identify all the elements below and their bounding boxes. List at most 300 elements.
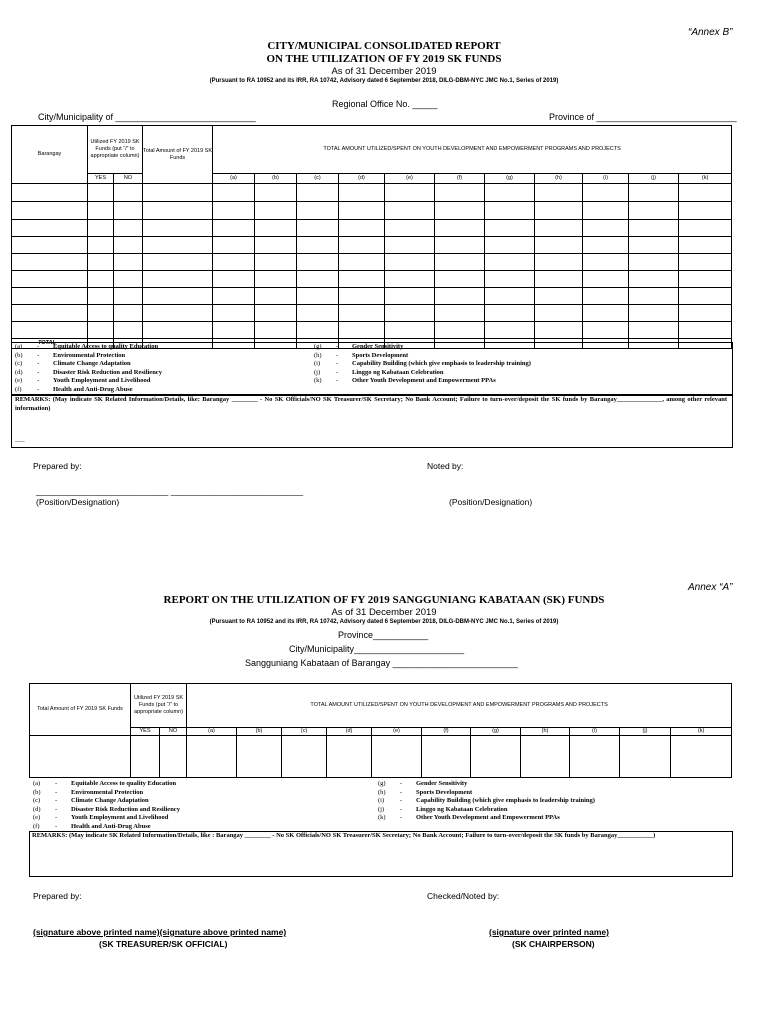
legend-dash: - — [55, 805, 58, 813]
annex-b-city-municipality[interactable]: City/Municipality of ____________________________ — [38, 112, 256, 122]
entry-cell[interactable] — [255, 184, 297, 202]
entry-cell[interactable] — [12, 271, 88, 288]
a-col-d-header: (d) — [327, 728, 372, 736]
entry-cell[interactable] — [385, 305, 435, 322]
a-col-b-header: (b) — [237, 728, 282, 736]
legend-code: (b) — [33, 788, 41, 796]
legend-dash: - — [37, 385, 40, 393]
a-entry-cell[interactable] — [160, 736, 187, 778]
entry-cell[interactable] — [339, 184, 385, 202]
a-col-f-header: (f) — [422, 728, 471, 736]
entry-cell[interactable] — [679, 305, 732, 322]
entry-cell[interactable] — [385, 322, 435, 339]
col-f-header: (f) — [435, 174, 485, 184]
annex-a-legend-right — [378, 780, 728, 823]
legend-text: Youth Employment and Livelihood — [53, 377, 151, 384]
entry-cell[interactable] — [679, 322, 732, 339]
no-header: NO — [114, 174, 143, 184]
entry-cell[interactable] — [535, 184, 583, 202]
entry-cell[interactable] — [255, 220, 297, 237]
a-entry-cell[interactable] — [521, 736, 570, 778]
legend-item — [378, 789, 728, 798]
legend-dash: - — [400, 788, 403, 796]
entry-cell[interactable] — [339, 202, 385, 220]
annex-b-remarks: REMARKS: (May indicate SK Related Information/Details, like: Barangay ________ - No SK Officials/NO SK Treasurer/SK Secretary; No Bank Account; Failure to turn-over/deposit the SK funds by Barangay______________, among other relevant information) — [15, 396, 727, 412]
legend-item — [33, 797, 373, 806]
annex-a-as-of: As of 31 December 2019 — [331, 607, 437, 618]
legend-item — [15, 377, 315, 386]
entry-cell[interactable] — [255, 288, 297, 305]
entry-cell[interactable] — [297, 184, 339, 202]
entry-cell[interactable] — [88, 202, 114, 220]
legend-text: Linggo ng Kabataan Celebration — [352, 368, 444, 376]
entry-cell[interactable] — [143, 305, 213, 322]
annex-b-title-line1: CITY/MUNICIPAL CONSOLIDATED REPORT — [267, 40, 501, 52]
legend-text: Other Youth Development and Empowerment PPAs — [352, 377, 496, 384]
table-row — [12, 184, 732, 202]
annex-a-pursuant: (Pursuant to RA 10952 and its IRR, RA 10742, Advisory dated 6 September 2018, DILG-DBM-NYC JMC No.1, Series of 2019) — [209, 619, 559, 625]
entry-cell[interactable] — [88, 254, 114, 271]
entry-cell[interactable] — [629, 254, 679, 271]
entry-cell[interactable] — [583, 220, 629, 237]
col-j-header: (j) — [629, 174, 679, 184]
legend-text: Climate Change Adaptation — [71, 797, 149, 804]
entry-cell[interactable] — [297, 254, 339, 271]
entry-cell[interactable] — [12, 288, 88, 305]
entry-cell[interactable] — [629, 220, 679, 237]
a-entry-cell[interactable] — [372, 736, 422, 778]
a-entry-cell[interactable] — [282, 736, 327, 778]
legend-dash: - — [55, 822, 58, 830]
col-a-header: (a) — [213, 174, 255, 184]
entry-cell[interactable] — [12, 254, 88, 271]
annex-a-sk-barangay[interactable]: Sangguniang Kabataan of Barangay _________________________ — [245, 658, 518, 668]
annex-b-noted-by: Noted by: — [427, 461, 464, 471]
entry-cell[interactable] — [213, 254, 255, 271]
entry-cell[interactable] — [114, 305, 143, 322]
a-col-i-header: (i) — [570, 728, 620, 736]
a-col-k-header: (k) — [671, 728, 732, 736]
legend-dash: - — [37, 377, 40, 384]
legend-dash: - — [55, 780, 58, 787]
entry-cell[interactable] — [213, 271, 255, 288]
entry-cell[interactable] — [583, 184, 629, 202]
legend-item — [15, 343, 315, 352]
legend-item — [314, 360, 724, 369]
legend-code: (g) — [314, 343, 322, 350]
a-entry-cell[interactable] — [422, 736, 471, 778]
entry-cell[interactable] — [114, 254, 143, 271]
entry-cell[interactable] — [339, 288, 385, 305]
legend-text: Linggo ng Kabataan Celebration — [416, 805, 508, 813]
entry-cell[interactable] — [114, 184, 143, 202]
legend-dash: - — [336, 343, 339, 350]
entry-cell[interactable] — [679, 202, 732, 220]
entry-cell[interactable] — [143, 271, 213, 288]
total-label: TOTAL — [12, 339, 88, 349]
entry-cell[interactable] — [583, 202, 629, 220]
col-b-header: (b) — [255, 174, 297, 184]
entry-cell[interactable] — [435, 322, 485, 339]
col-c-header: (c) — [297, 174, 339, 184]
entry-cell[interactable] — [583, 322, 629, 339]
entry-cell[interactable] — [485, 288, 535, 305]
legend-code: (g) — [378, 780, 386, 787]
entry-cell[interactable] — [435, 254, 485, 271]
a-entry-cell[interactable] — [471, 736, 521, 778]
entry-cell[interactable] — [485, 202, 535, 220]
annex-b-as-of: As of 31 December 2019 — [331, 66, 437, 77]
a-entry-cell[interactable] — [131, 736, 160, 778]
entry-cell[interactable] — [213, 288, 255, 305]
entry-cell[interactable] — [385, 237, 435, 254]
legend-item — [15, 352, 315, 361]
entry-cell[interactable] — [88, 305, 114, 322]
entry-cell[interactable] — [583, 271, 629, 288]
entry-cell[interactable] — [88, 220, 114, 237]
legend-item — [314, 352, 724, 361]
utilized-header: Utilized FY 2019 SK Funds (put “/” to appropriate column) — [88, 126, 143, 174]
legend-text: Youth Employment and Livelihood — [71, 814, 169, 821]
legend-code: (c) — [33, 797, 41, 804]
legend-code: (f) — [15, 385, 22, 393]
entry-cell[interactable] — [435, 237, 485, 254]
entry-cell[interactable] — [143, 322, 213, 339]
entry-cell[interactable] — [629, 271, 679, 288]
a-col-c-header: (c) — [282, 728, 327, 736]
entry-cell[interactable] — [12, 322, 88, 339]
entry-cell[interactable] — [297, 202, 339, 220]
entry-cell[interactable] — [535, 288, 583, 305]
a-entry-cell[interactable] — [237, 736, 282, 778]
entry-cell[interactable] — [12, 184, 88, 202]
legend-code: (b) — [15, 351, 23, 359]
entry-cell[interactable] — [679, 220, 732, 237]
a-utilized-header: Utilized FY 2019 SK Funds (put “/” to appropriate column) — [131, 684, 187, 728]
a-entry-cell[interactable] — [187, 736, 237, 778]
entry-cell[interactable] — [583, 254, 629, 271]
entry-cell[interactable] — [213, 220, 255, 237]
annex-b-prepared-line[interactable]: ____________________________ ____________________________ — [36, 486, 304, 496]
legend-dash: - — [37, 343, 40, 350]
yes-header: YES — [88, 174, 114, 184]
entry-cell[interactable] — [535, 254, 583, 271]
entry-cell[interactable] — [339, 322, 385, 339]
entry-cell[interactable] — [583, 237, 629, 254]
entry-cell[interactable] — [88, 271, 114, 288]
entry-cell[interactable] — [485, 237, 535, 254]
legend-item — [33, 780, 373, 789]
legend-code: (a) — [33, 780, 41, 787]
legend-dash: - — [55, 788, 58, 796]
entry-cell[interactable] — [12, 237, 88, 254]
entry-cell[interactable] — [385, 254, 435, 271]
annex-b-table — [11, 125, 732, 349]
legend-item — [15, 369, 315, 378]
legend-text: Equitable Access to quality Education — [71, 780, 177, 787]
entry-cell[interactable] — [339, 237, 385, 254]
annex-b-prepared-by: Prepared by: — [33, 461, 82, 471]
legend-code: (h) — [378, 788, 386, 796]
entry-cell[interactable] — [535, 220, 583, 237]
annex-b-title-line2: ON THE UTILIZATION OF FY 2019 SK FUNDS — [266, 53, 502, 65]
entry-cell[interactable] — [629, 184, 679, 202]
legend-text: Gender Sensitivity — [352, 343, 404, 350]
entry-cell[interactable] — [385, 288, 435, 305]
entry-cell[interactable] — [143, 184, 213, 202]
legend-item — [33, 823, 373, 832]
entry-cell[interactable] — [339, 305, 385, 322]
legend-dash: - — [336, 377, 339, 384]
total-utilized-header: TOTAL AMOUNT UTILIZED/SPENT ON YOUTH DEVELOPMENT AND EMPOWERMENT PROGRAMS AND PROJECTS — [213, 126, 732, 174]
annex-b-label: “Annex B” — [688, 27, 733, 38]
legend-text: Sports Development — [416, 788, 473, 796]
entry-cell[interactable] — [213, 322, 255, 339]
entry-cell[interactable] — [255, 305, 297, 322]
legend-dash: - — [55, 814, 58, 821]
entry-cell[interactable] — [385, 220, 435, 237]
entry-cell[interactable] — [88, 184, 114, 202]
entry-cell[interactable] — [114, 271, 143, 288]
entry-cell[interactable] — [143, 237, 213, 254]
annex-b-legend-right — [314, 343, 724, 386]
annex-a-signature-right[interactable]: (signature over printed name) — [489, 927, 609, 937]
entry-cell[interactable] — [583, 288, 629, 305]
legend-item — [378, 814, 728, 823]
entry-cell[interactable] — [535, 305, 583, 322]
legend-dash: - — [400, 805, 403, 813]
legend-text: Capability Building (which give emphasis to leadership training) — [416, 797, 595, 804]
annex-a-signature-left[interactable]: (signature above printed name)(signature above printed name) — [33, 927, 287, 937]
legend-item — [15, 386, 315, 395]
legend-item — [314, 343, 724, 352]
legend-item — [378, 780, 728, 789]
entry-cell[interactable] — [339, 271, 385, 288]
legend-dash: - — [37, 360, 40, 367]
legend-text: Climate Change Adaptation — [53, 360, 131, 367]
annex-b-legend-left — [15, 343, 315, 394]
annex-a-legend-left — [33, 780, 373, 831]
entry-cell[interactable] — [629, 305, 679, 322]
legend-dash: - — [37, 351, 40, 359]
legend-dash: - — [400, 814, 403, 821]
legend-item — [33, 789, 373, 798]
legend-dash: - — [336, 351, 339, 359]
entry-cell[interactable] — [297, 271, 339, 288]
entry-cell[interactable] — [485, 322, 535, 339]
entry-cell[interactable] — [435, 220, 485, 237]
table-row — [12, 254, 732, 271]
entry-cell[interactable] — [339, 254, 385, 271]
entry-cell[interactable] — [88, 322, 114, 339]
legend-code: (a) — [15, 343, 23, 350]
legend-text: Capability Building (which give emphasis to leadership training) — [352, 360, 531, 367]
legend-code: (j) — [314, 368, 321, 376]
a-entry-cell[interactable] — [327, 736, 372, 778]
annex-b-remarks-blank[interactable]: ___ — [15, 436, 25, 443]
entry-cell[interactable] — [679, 271, 732, 288]
entry-cell[interactable] — [143, 202, 213, 220]
entry-cell[interactable] — [485, 254, 535, 271]
entry-cell[interactable] — [679, 184, 732, 202]
legend-text: Disaster Risk Reduction and Resiliency — [53, 368, 162, 376]
legend-dash: - — [336, 368, 339, 376]
annex-b-pursuant: (Pursuant to RA 10952 and its IRR, RA 10742, Advisory dated 6 September 2018, DILG-DBM-NYC JMC No.1, Series of 2019) — [209, 78, 559, 84]
entry-cell[interactable] — [213, 305, 255, 322]
a-entry-cell[interactable] — [30, 736, 131, 778]
annex-a-province[interactable]: Province___________ — [338, 630, 429, 640]
col-k-header: (k) — [679, 174, 732, 184]
col-h-header: (h) — [535, 174, 583, 184]
table-row — [12, 305, 732, 322]
legend-code: (k) — [378, 814, 386, 821]
entry-cell[interactable] — [435, 271, 485, 288]
total-amount-header: Total Amount of FY 2019 SK Funds — [143, 126, 213, 184]
entry-cell[interactable] — [297, 237, 339, 254]
entry-cell[interactable] — [629, 202, 679, 220]
a-no-header: NO — [160, 728, 187, 736]
legend-text: Disaster Risk Reduction and Resiliency — [71, 805, 180, 813]
annex-a-role-left: (SK TREASURER/SK OFFICIAL) — [99, 939, 228, 949]
legend-code: (e) — [33, 814, 41, 821]
a-col-e-header: (e) — [372, 728, 422, 736]
legend-dash: - — [55, 797, 58, 804]
entry-cell[interactable] — [385, 271, 435, 288]
entry-cell[interactable] — [435, 288, 485, 305]
legend-item — [33, 814, 373, 823]
entry-cell[interactable] — [12, 202, 88, 220]
entry-cell[interactable] — [213, 237, 255, 254]
entry-cell[interactable] — [583, 305, 629, 322]
entry-cell[interactable] — [213, 184, 255, 202]
entry-cell[interactable] — [629, 237, 679, 254]
entry-cell[interactable] — [12, 220, 88, 237]
legend-text: Health and Anti-Drug Abuse — [71, 822, 151, 830]
a-col-g-header: (g) — [471, 728, 521, 736]
entry-cell[interactable] — [114, 202, 143, 220]
a-col-j-header: (j) — [620, 728, 671, 736]
entry-cell[interactable] — [435, 184, 485, 202]
legend-code: (j) — [378, 805, 385, 813]
annex-a-city-municipality[interactable]: City/Municipality______________________ — [289, 644, 465, 654]
table-row — [12, 271, 732, 288]
a-col-a-header: (a) — [187, 728, 237, 736]
entry-cell[interactable] — [114, 322, 143, 339]
entry-cell[interactable] — [535, 271, 583, 288]
entry-cell[interactable] — [114, 288, 143, 305]
entry-cell[interactable] — [297, 220, 339, 237]
entry-cell[interactable] — [255, 254, 297, 271]
entry-cell[interactable] — [255, 271, 297, 288]
legend-item — [33, 806, 373, 815]
legend-item — [314, 369, 724, 378]
legend-code: (c) — [15, 360, 23, 367]
entry-cell[interactable] — [629, 322, 679, 339]
entry-cell[interactable] — [435, 305, 485, 322]
legend-text: Environmental Protection — [71, 788, 144, 796]
entry-cell[interactable] — [435, 202, 485, 220]
legend-dash: - — [336, 360, 339, 367]
legend-item — [378, 806, 728, 815]
annex-a-label: Annex “A” — [688, 582, 733, 593]
entry-cell[interactable] — [485, 271, 535, 288]
legend-code: (h) — [314, 351, 322, 359]
entry-cell[interactable] — [679, 237, 732, 254]
legend-text: Environmental Protection — [53, 351, 126, 359]
annex-b-province[interactable]: Province of ____________________________ — [549, 112, 737, 122]
a-total-utilized-header: TOTAL AMOUNT UTILIZED/SPENT ON YOUTH DEVELOPMENT AND EMPOWERMENT PROGRAMS AND PROJECTS — [187, 684, 732, 728]
legend-text: Gender Sensitivity — [416, 780, 468, 787]
annex-a-title: REPORT ON THE UTILIZATION OF FY 2019 SANGGUNIANG KABATAAN (SK) FUNDS — [163, 594, 605, 606]
entry-cell[interactable] — [629, 288, 679, 305]
entry-cell[interactable] — [213, 202, 255, 220]
legend-code: (e) — [15, 377, 23, 384]
entry-cell[interactable] — [485, 220, 535, 237]
annex-b-position-right: (Position/Designation) — [449, 497, 533, 507]
entry-cell[interactable] — [485, 184, 535, 202]
legend-dash: - — [400, 797, 403, 804]
entry-cell[interactable] — [297, 322, 339, 339]
entry-cell[interactable] — [297, 288, 339, 305]
legend-item — [15, 360, 315, 369]
legend-code: (f) — [33, 822, 40, 830]
annex-a-role-right: (SK CHAIRPERSON) — [512, 939, 595, 949]
annex-b-position-left: (Position/Designation) — [36, 497, 120, 507]
a-total-amount-header: Total Amount of FY 2019 SK Funds — [30, 684, 131, 736]
entry-cell[interactable] — [12, 305, 88, 322]
a-entry-cell[interactable] — [620, 736, 671, 778]
legend-text: Other Youth Development and Empowerment PPAs — [416, 814, 560, 821]
entry-cell[interactable] — [535, 322, 583, 339]
entry-cell[interactable] — [385, 184, 435, 202]
entry-cell[interactable] — [385, 202, 435, 220]
annex-a-checked-noted-by: Checked/Noted by: — [427, 891, 500, 901]
annex-b-regional-office[interactable]: Regional Office No. _____ — [332, 99, 438, 109]
entry-cell[interactable] — [143, 254, 213, 271]
annex-a-prepared-by: Prepared by: — [33, 891, 82, 901]
table-row — [12, 202, 732, 220]
legend-item — [314, 377, 724, 386]
legend-text: Equitable Access to quality Education — [53, 343, 159, 350]
entry-cell[interactable] — [255, 237, 297, 254]
legend-code: (i) — [314, 360, 321, 367]
legend-code: (d) — [33, 805, 41, 813]
entry-cell[interactable] — [339, 220, 385, 237]
a-entry-cell[interactable] — [671, 736, 732, 778]
entry-cell[interactable] — [679, 254, 732, 271]
entry-cell[interactable] — [297, 305, 339, 322]
entry-cell[interactable] — [114, 220, 143, 237]
entry-cell[interactable] — [88, 237, 114, 254]
entry-cell[interactable] — [143, 220, 213, 237]
entry-cell[interactable] — [535, 237, 583, 254]
entry-cell[interactable] — [114, 237, 143, 254]
col-g-header: (g) — [485, 174, 535, 184]
legend-dash: - — [37, 368, 40, 376]
table-row — [12, 288, 732, 305]
col-i-header: (i) — [583, 174, 629, 184]
entry-cell[interactable] — [255, 322, 297, 339]
entry-cell[interactable] — [255, 202, 297, 220]
a-entry-cell[interactable] — [570, 736, 620, 778]
legend-text: Sports Development — [352, 351, 409, 359]
annex-a-remarks: REMARKS: (May indicate SK Related Information/Details, like : Barangay ________ - No SK Officials/NO SK Treasurer/SK Secretary; No Bank Account; Failure to turn-over/deposit the SK funds by Barangay___________) — [32, 832, 656, 839]
entry-cell[interactable] — [88, 288, 114, 305]
entry-cell[interactable] — [143, 288, 213, 305]
entry-cell[interactable] — [679, 288, 732, 305]
entry-cell[interactable] — [535, 202, 583, 220]
entry-cell[interactable] — [485, 305, 535, 322]
